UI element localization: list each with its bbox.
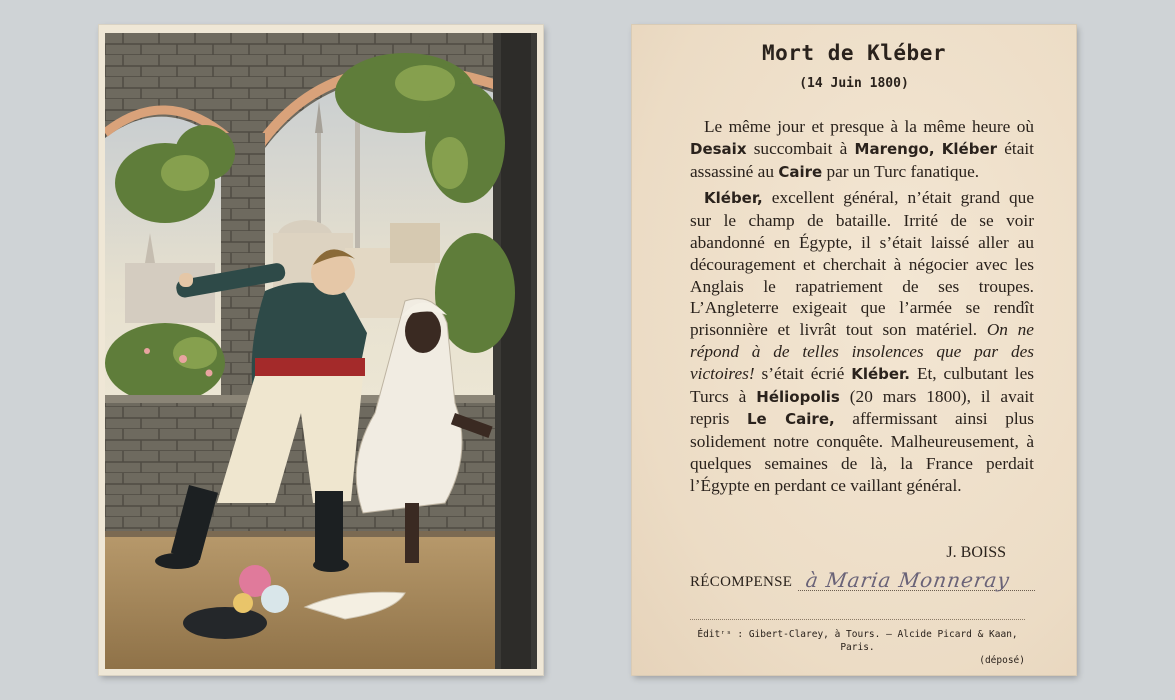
paragraph-1: Le même jour et presque à la même heure où Desaix succombait à Marengo, Kléber était assassiné au Caire par un Turc fanatique.: [690, 117, 1034, 181]
italic-run: On ne répond à de telles insolences que par des victoires!: [690, 320, 1034, 383]
bold-run: Kléber.: [851, 364, 911, 383]
publisher-imprint: [690, 628, 1025, 667]
bold-run: Kléber: [941, 139, 998, 158]
divider: [690, 619, 1025, 620]
front-card: [99, 25, 543, 675]
paragraph-2: Kléber, excellent général, n’était grand que sur le champ de bataille. Irrité de se voir abandonné en Égypte, il s’était laissé aller au découragement et cherchait à négocier avec les Anglais le rapatriement de ses troupes. L’Angleterre exigeait que l’armée se rendît prisonnière et livrât tout son matériel. On ne répond à de telles insolences que par des victoires! s’était écrié Kléber. Et, culbutant les Turcs à Héliopolis (20 mars 1800), il avait repris Le Caire, affermissant ainsi plus solidement notre conquête. Malheureusement, à quelques semaines de là, la France perdait l’Égypte en perdant ce vaillant général.: [690, 188, 1034, 495]
author-signature: J. BOISS: [946, 544, 1006, 561]
reward-handwriting: à Maria Monneray: [804, 568, 1012, 592]
card-title: Mort de Kléber: [761, 41, 946, 65]
card-date: (14 Juin 1800): [799, 76, 909, 91]
bold-run: Kléber,: [704, 189, 763, 208]
publisher-line: Éditʳˢ : Gibert-Clarey, à Tours. — Alcide Picard & Kaan, Paris.: [697, 629, 1018, 653]
publisher-note: (déposé): [979, 655, 1025, 666]
bold-run: Marengo,: [854, 139, 935, 158]
reward-label: RÉCOMPENSE: [690, 574, 793, 590]
card-body: [690, 116, 1034, 501]
bold-run: Héliopolis: [756, 387, 840, 406]
bold-run: Desaix: [690, 139, 747, 158]
illustration: [105, 33, 537, 669]
back-card: [632, 25, 1076, 675]
bold-run: Caire: [778, 162, 823, 181]
reward-field: [690, 570, 1035, 598]
bold-run: Le Caire,: [746, 410, 835, 429]
